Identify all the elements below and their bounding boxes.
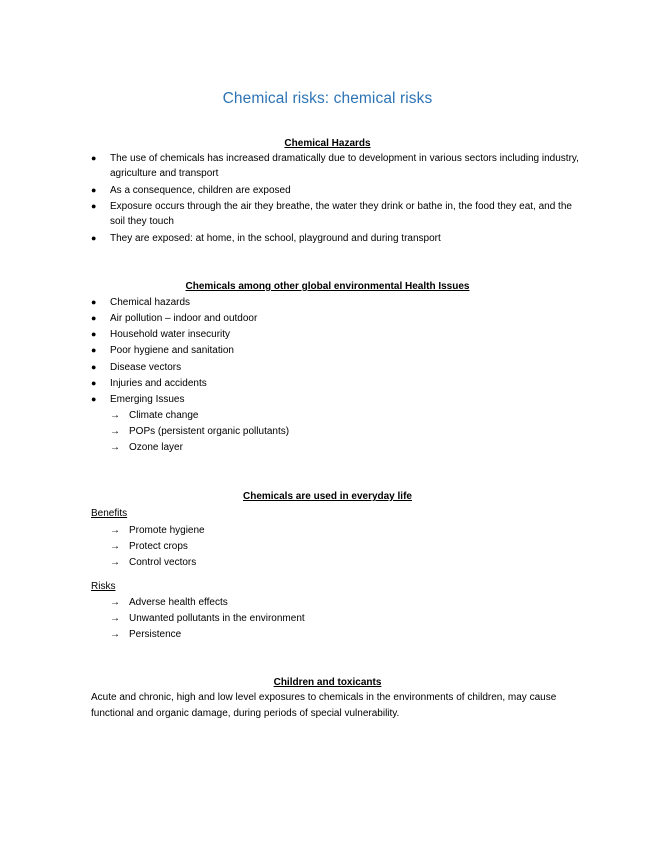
benefit-item: Protect crops [129,541,188,552]
sub-list-item: POPs (persistent organic pollutants) [129,426,290,437]
list-item: Injuries and accidents [110,378,207,389]
benefit-item: Promote hygiene [129,525,205,536]
bullet-icon: ● [91,297,97,307]
arrow-icon: → [110,613,120,624]
document-title: Chemical risks: chemical risks [222,90,433,107]
list-item: Chemical hazards [110,297,191,308]
list-item: They are exposed: at home, in the school, playground and during transport [110,233,441,244]
arrow-icon: → [110,557,120,568]
list-item: Poor hygiene and sanitation [110,345,234,356]
list-item: Disease vectors [110,362,182,373]
arrow-icon: → [110,442,120,453]
list-item: Exposure occurs through the air they breathe, the water they drink or bathe in, the food they eat, and the soil they touch [110,201,572,227]
arrow-icon: → [110,525,120,536]
list-item: Emerging Issues [110,394,185,405]
section-heading-chemical-hazards: Chemical Hazards [284,138,371,149]
bullet-icon: ● [91,329,97,339]
list-item: The use of chemicals has increased dramatically due to development in various sectors including industry, agriculture and transport [110,153,579,179]
bullet-icon: ● [91,153,97,163]
risk-item: Adverse health effects [129,597,228,608]
sub-list-item: Climate change [129,410,199,421]
body-paragraph: Acute and chronic, high and low level exposures to chemicals in the environments of children, may cause functional and organic damage, during periods of special vulnerability. [91,692,557,719]
bullet-icon: ● [91,185,97,195]
risk-item: Persistence [129,629,182,640]
bullet-icon: ● [91,201,97,211]
bullet-icon: ● [91,313,97,323]
bullet-icon: ● [91,378,97,388]
section-heading-global-issues: Chemicals among other global environmental Health Issues [185,281,470,292]
arrow-icon: → [110,597,120,608]
bullet-icon: ● [91,362,97,372]
section-heading-everyday-life: Chemicals are used in everyday life [243,491,412,502]
list-item: As a consequence, children are exposed [110,185,291,196]
bullet-icon: ● [91,345,97,355]
sub-list-item: Ozone layer [129,442,183,453]
section-heading-children-toxicants: Children and toxicants [273,677,382,688]
list-item: Household water insecurity [110,329,231,340]
subheading-risks: Risks [91,581,116,592]
bullet-icon: ● [91,394,97,404]
list-item: Air pollution – indoor and outdoor [110,313,258,324]
arrow-icon: → [110,541,120,552]
arrow-icon: → [110,426,120,437]
bullet-icon: ● [91,233,97,243]
risk-item: Unwanted pollutants in the environment [129,613,305,624]
arrow-icon: → [110,629,120,640]
benefit-item: Control vectors [129,557,197,568]
subheading-benefits: Benefits [91,508,128,519]
arrow-icon: → [110,410,120,421]
